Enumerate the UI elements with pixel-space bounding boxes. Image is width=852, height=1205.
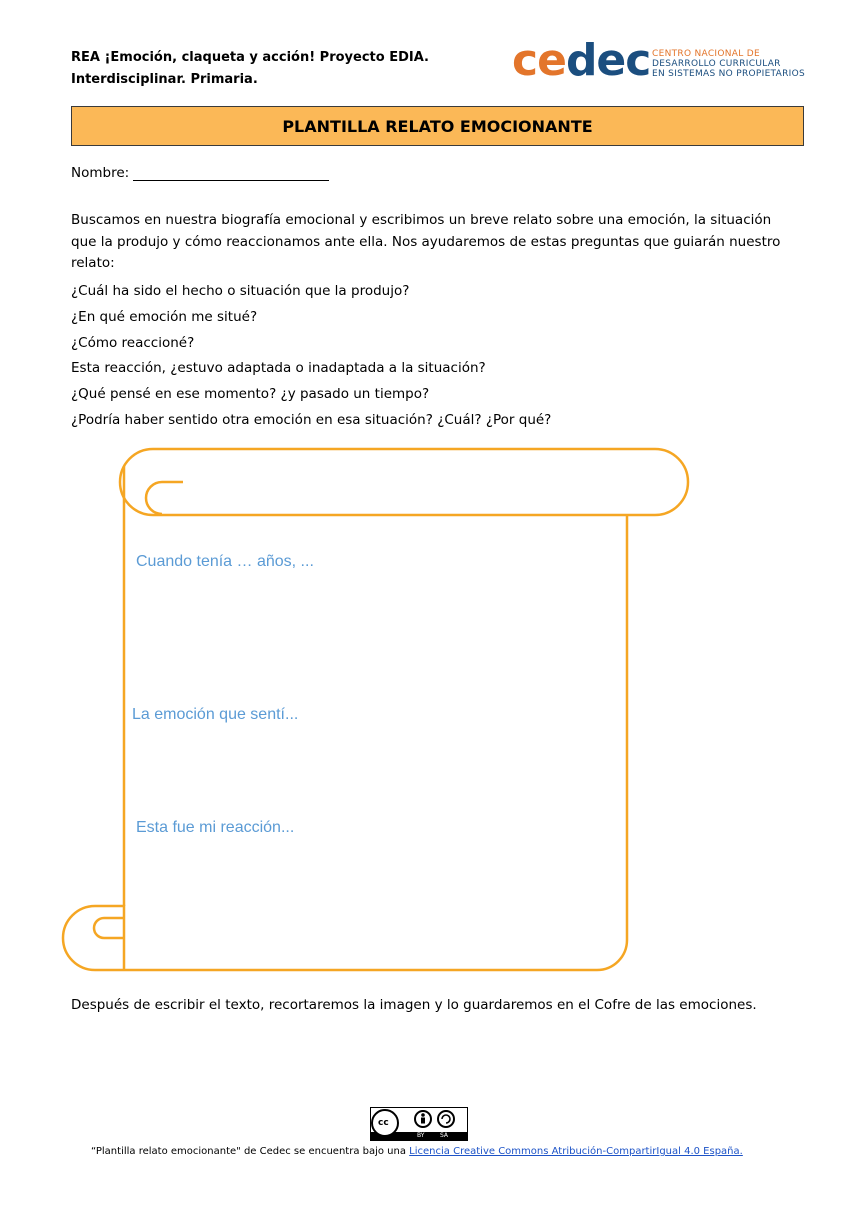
share-alike-icon [438,1111,454,1127]
prompt-when: Cuando tenía … años, ... [136,553,314,570]
logo-word-ce: ce [512,35,566,86]
scroll-top-roll [120,449,688,515]
logo-caption-line1: CENTRO NACIONAL DE [652,49,760,59]
logo-caption-line2: DESARROLLO CURRICULAR [652,59,781,69]
question-item: ¿En qué emoción me situé? [71,308,258,325]
cc-label: cc [378,1118,389,1128]
question-item: ¿Cuál ha sido el hecho o situación que la produjo? [71,283,410,299]
prompt-emotion: La emoción que sentí... [132,706,299,723]
name-label: Nombre: [71,165,130,181]
question-item: ¿Qué pensé en ese momento? ¿y pasado un tiempo? [71,386,430,403]
question-item: ¿Podría haber sentido otra emoción en esa situación? ¿Cuál? ¿Por qué? [71,411,552,428]
prompt-reaction: Esta fue mi reacción... [136,819,295,836]
license-link[interactable]: Licencia Creative Commons Atribución-CompartirIgual 4.0 España. [409,1146,743,1157]
header-title-line2: Interdisciplinar. Primaria. [71,72,258,87]
closing-instructions: Después de escribir el texto, recortaremos la imagen y lo guardaremos en el Cofre de las emociones. [71,997,757,1013]
scroll-bottom-curl [63,906,95,970]
logo-caption-line3: EN SISTEMAS NO PROPIETARIOS [652,69,806,79]
question-item: Esta reacción, ¿estuvo adaptada o inadaptada a la situación? [71,360,486,377]
banner-title: PLANTILLA RELATO EMOCIONANTE [282,116,593,136]
sa-label: SA [440,1132,449,1139]
by-label: BY [417,1132,425,1139]
scroll-right-edge [95,515,627,970]
license-prefix: “Plantilla relato emocionante" de Cedec se encuentra bajo una [91,1146,410,1157]
header-title-line1: REA ¡Emoción, claqueta y acción! Proyecto EDIA. [71,50,429,65]
logo-word-dec: dec [565,35,651,86]
scroll-top-curl [146,482,183,514]
scroll-bottom-inner-curl [94,918,124,938]
question-item: ¿Cómo reaccioné? [71,334,195,351]
cc-license-badge[interactable] [370,1107,468,1141]
license-text [91,1146,791,1157]
intro-paragraph: Buscamos en nuestra biografía emocional y escribimos un breve relato sobre una emoción, la situación que la produjo y cómo reaccionamos ante ella. Nos ayudaremos de estas preguntas que guiarán nuestro relato: [71,212,781,271]
